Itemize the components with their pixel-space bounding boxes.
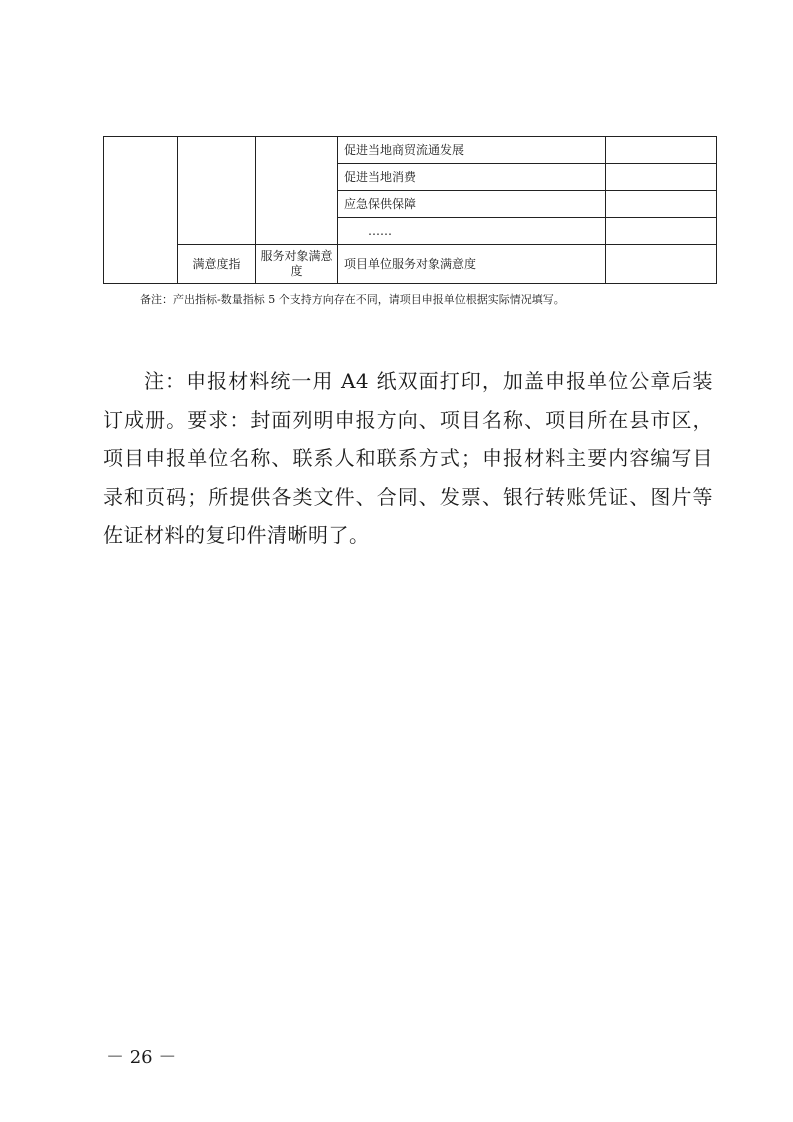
value-cell — [606, 137, 717, 164]
value-cell — [606, 218, 717, 245]
satisfaction-level3-cell: 服务对象满意度 — [256, 245, 338, 284]
satisfaction-value-cell — [606, 245, 717, 284]
satisfaction-row — [104, 245, 717, 284]
table-remark: 备注：产出指标-数量指标 5 个支持方向存在不同，请项目申报单位根据实际情况填写。 — [140, 293, 565, 306]
value-cell — [606, 191, 717, 218]
satisfaction-level2-cell: 满意度指 — [178, 245, 256, 284]
indicator-cell: …… — [338, 218, 606, 245]
level2-cell — [178, 137, 256, 245]
level1-cell — [104, 137, 178, 284]
indicator-cell: 促进当地商贸流通发展 — [338, 137, 606, 164]
indicator-cell: 应急保供保障 — [338, 191, 606, 218]
table-row — [104, 137, 717, 164]
value-cell — [606, 164, 717, 191]
level3-cell — [256, 137, 338, 245]
satisfaction-indicator-cell: 项目单位服务对象满意度 — [338, 245, 606, 284]
submission-note: 注：申报材料统一用 A4 纸双面打印，加盖申报单位公章后装订成册。要求：封面列明申报方向、项目名称、项目所在县市区，项目申报单位名称、联系人和联系方式；申报材料主要内容编写目录和页码；所提供各类文件、合同、发票、银行转账凭证、图片等佐证材料的复印件清晰明了。 — [103, 369, 713, 547]
indicator-cell: 促进当地消费 — [338, 164, 606, 191]
page-number: － 26 － — [106, 1047, 177, 1068]
indicator-table — [103, 136, 717, 284]
